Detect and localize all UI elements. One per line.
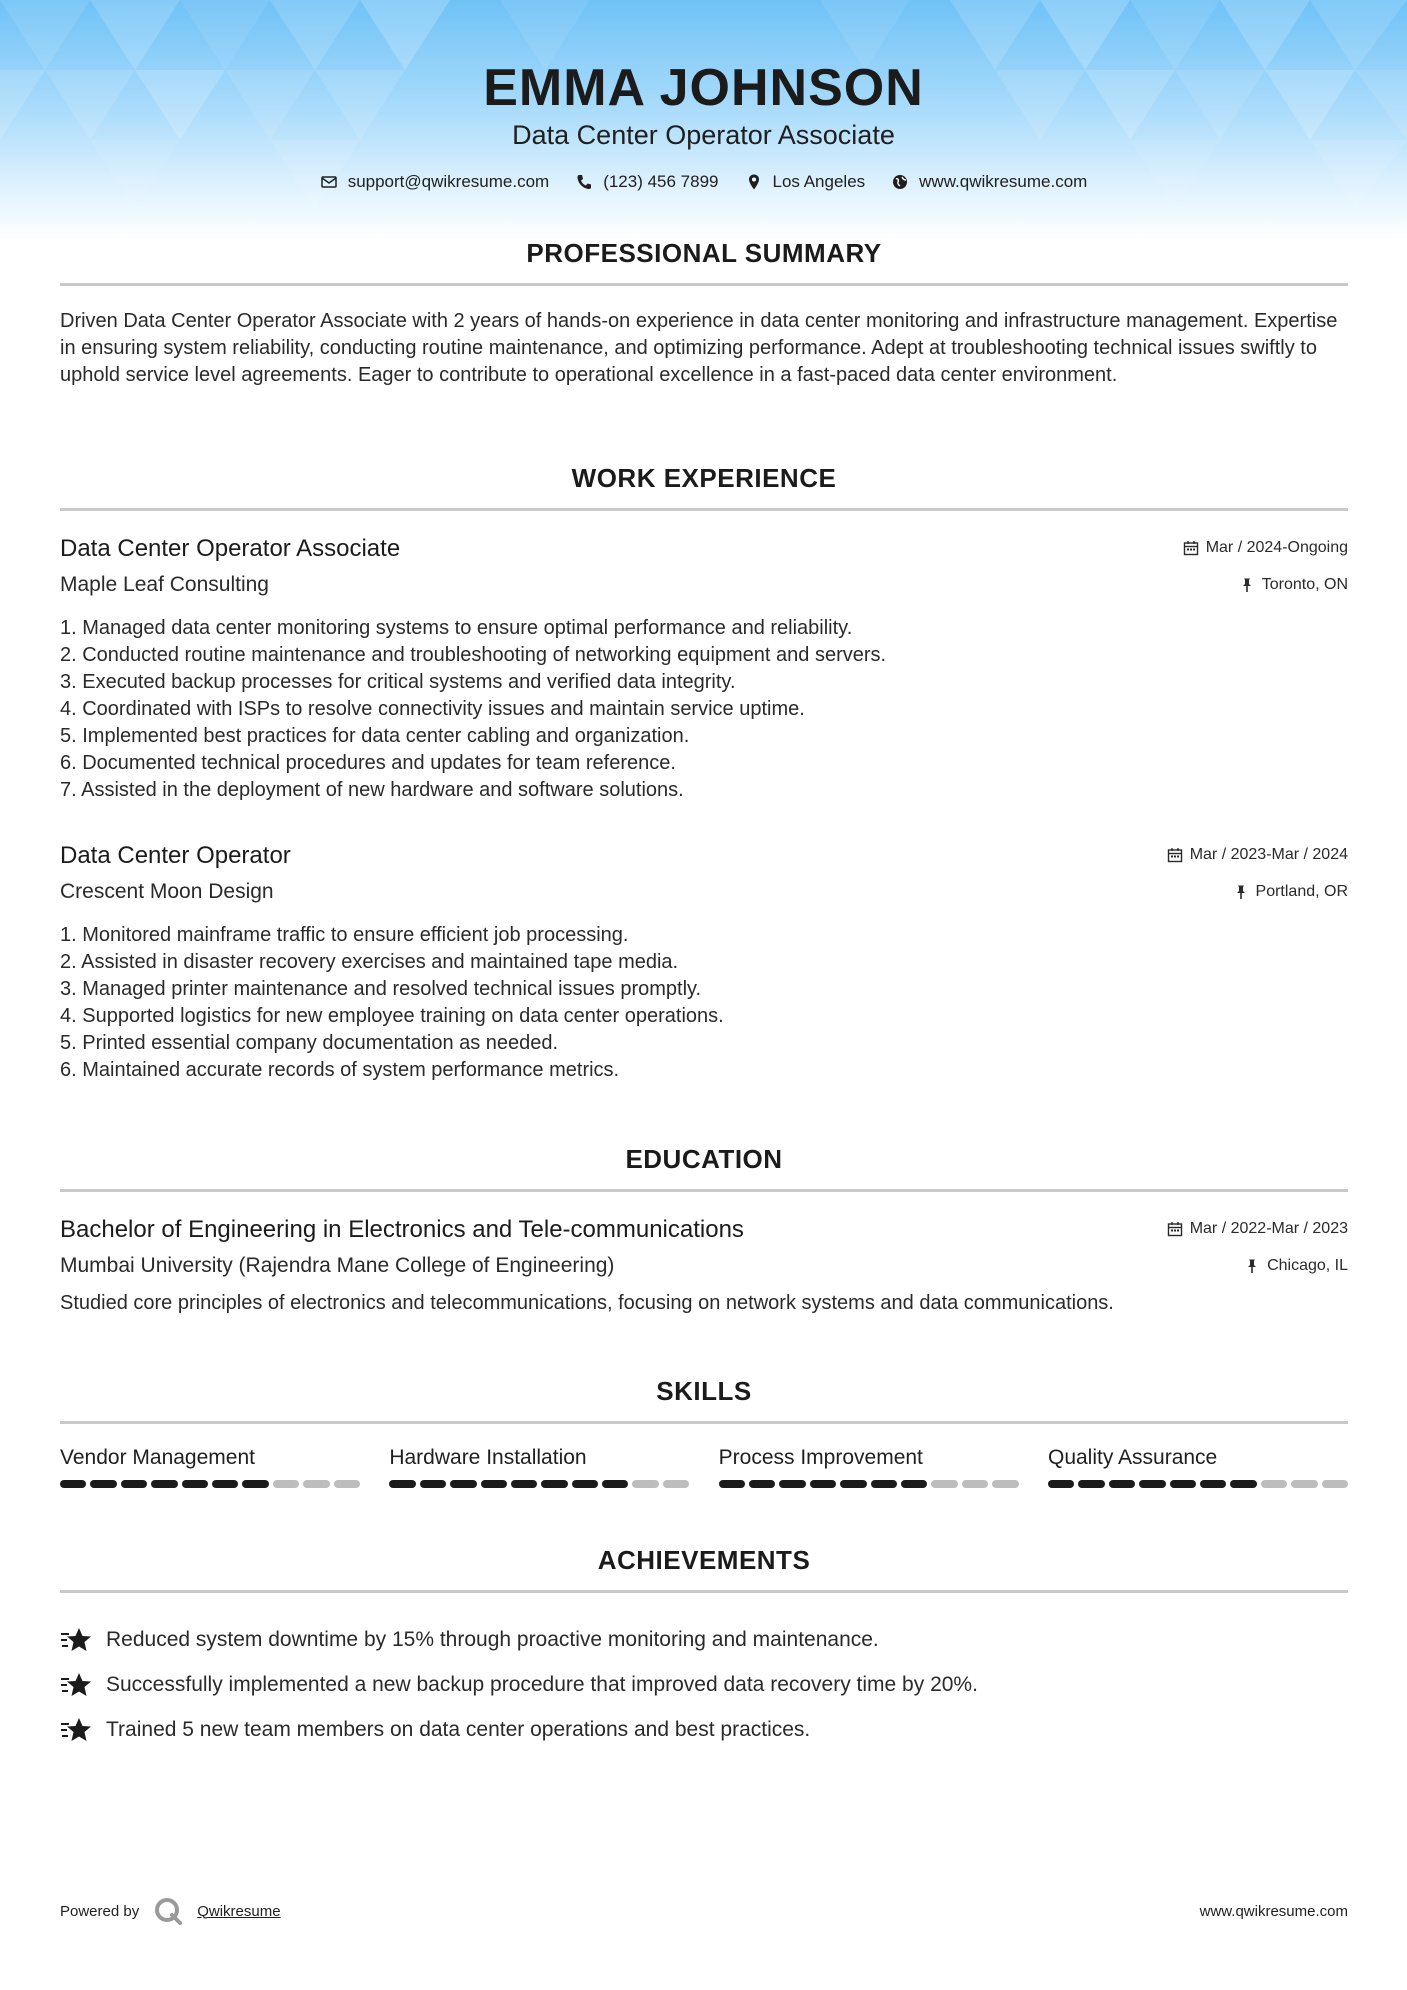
skill-level-segment xyxy=(663,1480,689,1488)
education-dates xyxy=(1167,1220,1348,1238)
list-item: 3. Managed printer maintenance and resolved technical issues promptly. xyxy=(60,978,702,1000)
list-item xyxy=(60,1662,1348,1707)
qwikresume-link[interactable]: Qwikresume xyxy=(197,1902,281,1920)
skill-level-segment xyxy=(242,1480,268,1488)
list-item: 2. Conducted routine maintenance and troubleshooting of networking equipment and servers. xyxy=(60,644,887,666)
list-item: 2. Assisted in disaster recovery exercises and maintained tape media. xyxy=(60,951,679,973)
skill-level-segment xyxy=(1230,1480,1256,1488)
job-location-text: Portland, OR xyxy=(1255,883,1348,900)
list-item: 7. Assisted in the deployment of new hardware and software solutions. xyxy=(60,779,684,801)
skill-level-segment xyxy=(389,1480,415,1488)
candidate-title: Data Center Operator Associate xyxy=(512,120,895,150)
star-icon xyxy=(60,1671,92,1699)
skill-level-segment xyxy=(1291,1480,1317,1488)
calendar-icon xyxy=(1167,1221,1183,1237)
skill-level-segment xyxy=(1261,1480,1287,1488)
skill-level-segment xyxy=(602,1480,628,1488)
list-item: 1. Managed data center monitoring systems to ensure optimal performance and reliability. xyxy=(60,617,853,639)
contact-website-text: www.qwikresume.com xyxy=(919,172,1088,191)
list-item: 4. Supported logistics for new employee training on data center operations. xyxy=(60,1005,724,1027)
skill-level-segment xyxy=(121,1480,147,1488)
achievement-text: Trained 5 new team members on data center operations and best practices. xyxy=(106,1717,811,1741)
summary-section xyxy=(60,238,1348,389)
achievement-text: Successfully implemented a new backup procedure that improved data recovery time by 20%. xyxy=(106,1672,978,1696)
powered-by xyxy=(60,1896,281,1926)
job-dates-text: Mar / 2023-Mar / 2024 xyxy=(1189,846,1348,863)
contact-bar xyxy=(0,172,1407,192)
powered-by-label: Powered by xyxy=(60,1902,140,1920)
summary-heading: PROFESSIONAL SUMMARY xyxy=(60,238,1348,286)
skill-level-segment xyxy=(273,1480,299,1488)
job-location-text: Toronto, ON xyxy=(1261,576,1348,593)
education-description: Studied core principles of electronics and telecommunications, focusing on network systems and data communications. xyxy=(60,1292,1114,1314)
skill-level-segment xyxy=(1139,1480,1165,1488)
skill-level-bar xyxy=(1048,1480,1348,1488)
degree-title: Bachelor of Engineering in Electronics and Tele-communications xyxy=(60,1216,744,1243)
experience-heading: WORK EXPERIENCE xyxy=(60,463,1348,511)
achievements-section xyxy=(60,1545,1348,1752)
skill-level-segment xyxy=(992,1480,1018,1488)
skills-list xyxy=(60,1446,1348,1488)
footer xyxy=(60,1896,1348,1926)
skill-level-segment xyxy=(90,1480,116,1488)
skill-level-segment xyxy=(481,1480,507,1488)
star-icon xyxy=(60,1716,92,1744)
skill-level-segment xyxy=(779,1480,805,1488)
achievements-heading: ACHIEVEMENTS xyxy=(60,1545,1348,1593)
achievement-text: Reduced system downtime by 15% through proactive monitoring and maintenance. xyxy=(106,1627,879,1651)
contact-phone[interactable] xyxy=(575,172,718,192)
pin-icon xyxy=(1239,577,1255,593)
skill-level-bar xyxy=(60,1480,360,1488)
skill-name: Quality Assurance xyxy=(1047,1446,1218,1469)
skill-level-segment xyxy=(871,1480,897,1488)
job-bullets xyxy=(60,922,1348,1084)
skill-level-bar xyxy=(389,1480,689,1488)
skill-level-segment xyxy=(901,1480,927,1488)
map-marker-icon xyxy=(745,173,763,191)
summary-text: Driven Data Center Operator Associate with 2 years of hands-on experience in data center monitoring and infrastructure management. Expertise in ensuring system reliability, conducting routine maintenance, and optimizing performance. Adept at troubleshooting technical issues swiftly to uphold service level agreements. Eager to contribute to operational excellence in a fast-paced data center environment. xyxy=(60,310,1338,386)
globe-icon xyxy=(891,173,909,191)
skill-level-segment xyxy=(840,1480,866,1488)
skills-heading: SKILLS xyxy=(60,1376,1348,1424)
star-icon xyxy=(60,1626,92,1654)
job-entry xyxy=(60,842,1348,1084)
skill-level-segment xyxy=(1048,1480,1074,1488)
skill-level-segment xyxy=(182,1480,208,1488)
skill-level-segment xyxy=(60,1480,86,1488)
skill-level-bar xyxy=(719,1480,1019,1488)
candidate-name: EMMA JOHNSON xyxy=(483,59,924,117)
contact-website[interactable] xyxy=(891,172,1087,192)
education-section xyxy=(60,1144,1348,1317)
skill-item xyxy=(389,1446,689,1488)
education-dates-text: Mar / 2022-Mar / 2023 xyxy=(1189,1220,1348,1237)
skill-level-segment xyxy=(572,1480,598,1488)
job-title: Data Center Operator Associate xyxy=(60,535,401,562)
skill-level-segment xyxy=(450,1480,476,1488)
skill-level-segment xyxy=(151,1480,177,1488)
education-location xyxy=(1244,1257,1348,1275)
footer-website[interactable]: www.qwikresume.com xyxy=(1199,1902,1348,1920)
education-entry xyxy=(60,1216,1348,1317)
list-item: 5. Printed essential company documentation as needed. xyxy=(60,1032,559,1054)
contact-phone-text: (123) 456 7899 xyxy=(603,172,719,191)
achievements-list xyxy=(60,1617,1348,1752)
job-dates xyxy=(1167,846,1348,864)
skill-name: Process Improvement xyxy=(718,1446,923,1469)
contact-location-text: Los Angeles xyxy=(772,172,866,191)
list-item: 4. Coordinated with ISPs to resolve connectivity issues and maintain service uptime. xyxy=(60,698,805,720)
skill-level-segment xyxy=(1078,1480,1104,1488)
calendar-icon xyxy=(1183,540,1199,556)
job-location xyxy=(1239,576,1348,594)
company-name: Maple Leaf Consulting xyxy=(60,573,269,596)
pin-icon xyxy=(1244,1258,1260,1274)
list-item xyxy=(60,1707,1348,1752)
job-title: Data Center Operator xyxy=(60,842,291,869)
skill-item xyxy=(60,1446,360,1488)
skills-section xyxy=(60,1376,1348,1488)
education-location-text: Chicago, IL xyxy=(1267,1257,1348,1274)
skill-level-segment xyxy=(334,1480,360,1488)
contact-email[interactable] xyxy=(320,172,550,192)
skill-level-segment xyxy=(212,1480,238,1488)
contact-email-text: support@qwikresume.com xyxy=(347,172,550,191)
skill-level-segment xyxy=(810,1480,836,1488)
skill-name: Vendor Management xyxy=(60,1446,255,1469)
skill-name: Hardware Installation xyxy=(389,1446,587,1469)
skill-level-segment xyxy=(719,1480,745,1488)
skill-level-segment xyxy=(420,1480,446,1488)
pin-icon xyxy=(1233,884,1249,900)
company-name: Crescent Moon Design xyxy=(60,880,274,903)
skill-level-segment xyxy=(541,1480,567,1488)
contact-location xyxy=(745,172,866,192)
list-item: 6. Documented technical procedures and updates for team reference. xyxy=(60,752,676,774)
list-item: 3. Executed backup processes for critical systems and verified data integrity. xyxy=(60,671,736,693)
skill-level-segment xyxy=(511,1480,537,1488)
qwikresume-logo-icon xyxy=(153,1896,183,1926)
skill-level-segment xyxy=(303,1480,329,1488)
list-item: 6. Maintained accurate records of system performance metrics. xyxy=(60,1059,620,1081)
job-location xyxy=(1233,883,1348,901)
job-dates xyxy=(1183,539,1348,557)
job-entry xyxy=(60,535,1348,804)
skill-level-segment xyxy=(931,1480,957,1488)
skill-item xyxy=(1048,1446,1348,1488)
experience-section xyxy=(60,463,1348,1084)
skill-item xyxy=(719,1446,1019,1488)
skill-level-segment xyxy=(1109,1480,1135,1488)
list-item: 5. Implemented best practices for data center cabling and organization. xyxy=(60,725,690,747)
job-dates-text: Mar / 2024-Ongoing xyxy=(1205,539,1348,556)
skill-level-segment xyxy=(1322,1480,1348,1488)
envelope-icon xyxy=(320,173,338,191)
school-name: Mumbai University (Rajendra Mane College of Engineering) xyxy=(60,1254,615,1277)
skill-level-segment xyxy=(1200,1480,1226,1488)
calendar-icon xyxy=(1167,847,1183,863)
skill-level-segment xyxy=(1170,1480,1196,1488)
skill-level-segment xyxy=(962,1480,988,1488)
phone-icon xyxy=(575,173,593,191)
education-heading: EDUCATION xyxy=(60,1144,1348,1192)
skill-level-segment xyxy=(749,1480,775,1488)
skill-level-segment xyxy=(632,1480,658,1488)
list-item xyxy=(60,1617,1348,1662)
list-item: 1. Monitored mainframe traffic to ensure efficient job processing. xyxy=(60,924,629,946)
job-bullets xyxy=(60,615,1348,804)
